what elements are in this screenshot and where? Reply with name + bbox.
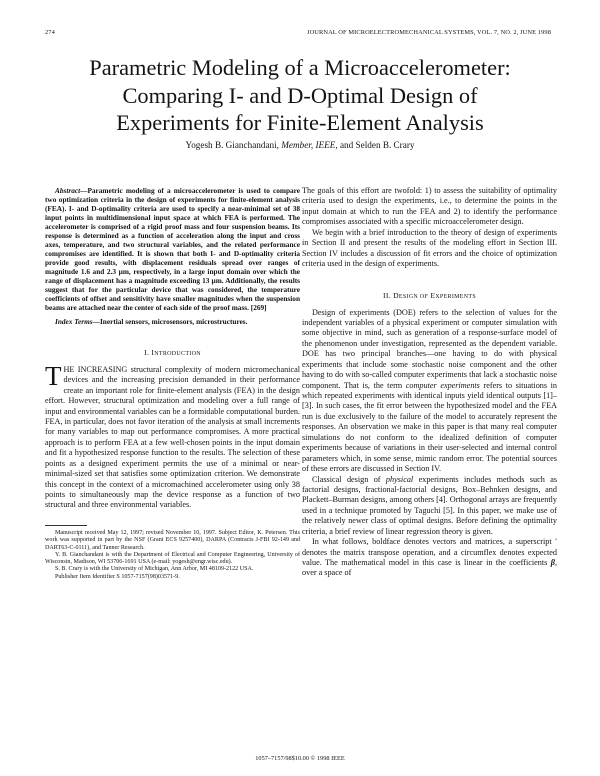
intro-paragraph [45,360,300,511]
heading-smallcaps: NTRODUCTION [154,350,201,357]
doe-paragraph-3 [302,537,557,579]
index-terms-label: Index Terms [55,316,93,326]
text-run: Design of experiments (DOE) refers to the selection of values for the independent variables of a physical experiment or computer simulation with some objective in mind, such as generation of a response-surface model of the phenomenon under investigation, represented as the dependent variable. DOE has two principal branches—one having to do with physical experiments that include some stochastic noise component and the other having to do with so-called computer experiments that lack a stochastic noise component. That is, the term [302,307,557,390]
text-run: In what follows, boldface denotes vectors and matrices, a superscript ′ denotes the matrix transpose operation, and a circumflex denotes expected value. The mathematical model in this case is linear in the coefficients [302,537,557,567]
left-column [45,186,300,581]
emphasis: physical [385,474,414,484]
text-run: , over a space of [302,558,558,578]
heading-smallcaps: ESIGN OF [398,293,429,300]
paper-title [40,54,560,137]
footnote-manuscript: Manuscript received May 12, 1997; revised November 10, 1997. Subject Editor, K. Petersen. This work was supported in part by the NSF (Grant ECS 9257400), DARPA (Contracts J-FBI 92-149 and DART63-C-0111), and Tanner Research. [45,529,300,551]
section-numeral: I. [144,347,150,357]
text-run: experiments includes methods such as factorial designs, fractional-factorial designs, Box–Behnken designs, and Plackett–Burman designs, among others [4]. Orthogonal arrays are frequently used in a technique promoted by Taguchi [5]. In this paper, we make use of the relatively newer class of optimal designs. Before defining the optimality criteria, a brief review of linear regression theory is given. [302,474,558,536]
section-numeral: II. [383,290,391,300]
author-line [40,140,560,150]
outline-paragraph: We begin with a brief introduction to the theory of design of experiments in Section II and present the results of the modeling effort in Section III. Section IV includes a discussion of fit errors and the choice of optimization criteria used in the design of experiments. [302,227,557,269]
abstract [45,186,300,312]
footnote-author2: S. B. Crary is with the University of Michigan, Ann Arbor, MI 48109-2122 USA. [55,566,254,573]
drop-cap: T [45,360,62,391]
author-membership: Member, IEEE, [281,140,338,150]
doe-paragraph-1 [302,308,557,475]
heading-smallcaps: XPERIMENTS [435,293,476,300]
right-column [302,186,557,579]
copyright-footer: 1057–7157/98$10.00 © 1998 IEEE [255,755,345,762]
author-name: and Selden B. Crary [339,140,415,150]
title-line: Comparing I- and D-Optimal Design of [122,82,478,108]
section-heading-introduction [45,348,300,357]
intro-text: HE INCREASING structural complexity of modern micromechanical devices and the increasing precision demanded in their performance create an important role for finite-element analysis (FEA) in the design effort. However, structural optimization and modeling over a full range of input and environmental variables can be a formidable computational burden. FEA, in particular, does not favor iteration of the analysis at small increments for many variables to map out performance compromises. A more practical approach is to perform FEA at a few well-chosen points in the input domain and fit a hypothesized response function to the results. The selection of these points as a designed experiment permits the use of a minimal or near-minimal-sized set that satisfies some optimization criterion. We demonstrate this concept in the context of a micromachined accelerometer using only 38 points to simultaneously map the device response as a function of two structural and three environmental variables. [45,364,300,510]
index-terms [45,317,300,326]
index-terms-text: —Inertial sensors, microsensors, microstructures. [92,316,248,326]
title-line: Parametric Modeling of a Microaccelerometer: [89,55,511,80]
goals-paragraph: The goals of this effort are twofold: 1) to assess the suitability of optimality criteria used to design the experiments, i.e., to determine the points in the input domain at which to run the FEA and 2) to identify the performance compromises associated with a specific microaccelerometer design. [302,186,557,227]
journal-header: JOURNAL OF MICROELECTROMECHANICAL SYSTEMS, VOL. 7, NO. 2, JUNE 1998 [307,29,551,36]
text-run: refers to situations in which repeated experiments with identical inputs yield identical outputs [1]–[3]. In such cases, the fit error between the hypothesized model and the FEA run is due exclusively to the failure of the model to accurately represent the responses. An observation we make in this paper is that many real computer simulations do not conform to the idealized definition of computer experiments because of variations in their user-selected and internal control parameters which, in some sense, mimic random error. The potential sources of these errors are discussed in Section IV. [302,380,558,474]
doe-paragraph-2 [302,475,557,538]
heading-cap: D [393,290,399,300]
page-number: 274 [45,29,55,36]
beta-symbol: β [550,558,555,567]
footnote-rule [45,525,87,526]
footnote-author1: Y. B. Gianchandani is with the Department of Electrical and Computer Engineering, University of Wisconsin, Madison, WI 53706-1691 USA (e-mail: yogesh@engr.wisc.edu). [45,551,300,566]
heading-cap: E [430,290,436,300]
title-line: Experiments for Finite-Element Analysis [116,110,484,135]
abstract-text: Parametric modeling of a microaccelerometer is used to compare two optimization criteria in the design of experiments for finite-element analysis (FEA). I- and D-optimality criteria are used to specify a near-minimal set of 38 input points in multidimensional input space at which FEA is performed. The accelerometer is comprised of a rigid proof mass and four suspension beams. Its response is determined as a function of acceleration along the input and cross axes, temperature, and two structural variables, and the related performance compromises are identified. It is shown that both I- and D-optimality criteria provide good results, with displacement residuals spread over ranges of magnitude 1.6 and 2.3 µm, respectively, in a large input domain over which the range of displacement has a magnitude exceeding 13 µm. Additionally, the results suggest that for the particular device that was considered, the temperature coefficients of offset and sensitivity have smaller magnitudes when the suspension beams are attached near the center of each side of the proof mass. [269] [45,186,300,312]
heading-cap: I [151,347,155,357]
text-run: Classical design of [312,474,381,484]
abstract-label: Abstract— [55,186,88,195]
section-heading-doe [302,291,557,300]
footnote-publisher-id: Publisher Item Identifier S 1057-7157(98)03571-9. [55,573,180,580]
author-name: Yogesh B. Gianchandani, [185,140,279,150]
emphasis: computer experiments [405,380,480,390]
